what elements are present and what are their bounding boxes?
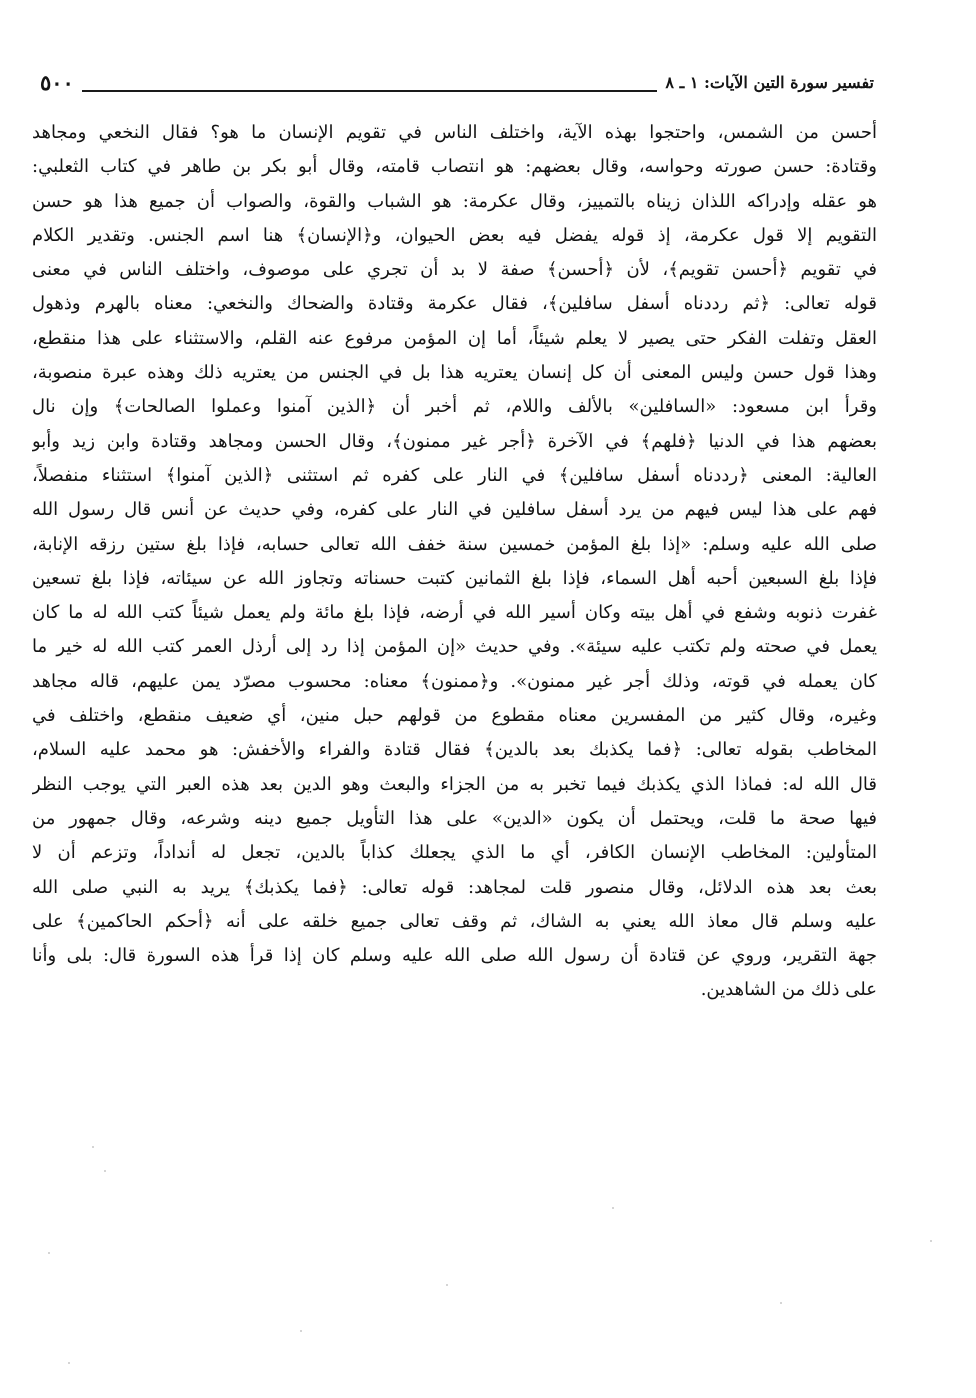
text-line: يعمل في صحته ولم تكتب عليه سيئة». وفي حديث «إن المؤمن إذا رد إلى أرذل العمر كتب الله له خير ما <box>32 636 877 658</box>
text-line: في تقويم ﴿أحسن تقويم﴾، لأن ﴿أحسن﴾ صفة لا بد أن تجري على موصوف، واختلف الناس في معنى <box>32 259 877 281</box>
text-line: صلى الله عليه وسلم: «إذا بلغ المؤمن خمسين سنة خفف الله تعالى حسابه، فإذا بلغ ستين رزقه الإنابة، <box>32 533 877 555</box>
body-text <box>32 116 877 1008</box>
scan-speck <box>68 1362 70 1364</box>
text-line: وقتادة: حسن صورته وحواسه، وقال بعضهم: هو انتصاب قامته، وقال أبو بكر بن طاهر في كتاب الثعلبي: <box>32 156 877 178</box>
text-line: فهم على هذا ليس فيهم من يرد أسفل سافلين في النار على كفره، وفي حديث عن أنس قال رسول الله <box>32 499 877 521</box>
text-line: بعضهم هذا في الدنيا ﴿فلهم﴾ في الآخرة ﴿أجر غير ممنون﴾، وقال الحسن ومجاهد وقتادة وابن زيد وأبو <box>32 430 877 452</box>
text-line: وهذا قول حسن وليس المعنى أن كل إنسان يعتريه هذا بل في الجنس من يعتريه ذلك وهذه عبرة منصوبة، <box>32 362 877 384</box>
page-number: ٥٠٠ <box>40 70 74 95</box>
text-line: أحسن من الشمس، واحتجوا بهذه الآية، واختلف الناس في تقويم الإنسان ما هو؟ فقال النخعي ومجاهد <box>32 122 877 143</box>
text-line: وقرأ ابن مسعود: «السافلين» بالألف واللام، ثم أخبر أن ﴿الذين آمنوا وعملوا الصالحات﴾ وإن نال <box>32 396 877 418</box>
text-line: العالية: المعنى ﴿رددناه أسفل سافلين﴾ في النار على كفره ثم استثنى ﴿الذين آمنوا﴾ استثناء منفصلاً، <box>32 464 877 486</box>
header-rule <box>82 90 658 92</box>
text-line: بعث بعد هذه الدلائل، وقال منصور قلت لمجاهد: قوله تعالى: ﴿فما يكذبك﴾ يريد به النبي صلى الله <box>32 876 877 898</box>
scan-speck <box>446 1284 448 1286</box>
text-line: غفرت ذنوبه وشفع في أهل بيته وكان أسير الله في أرضه، فإذا بلغ مائة ولم يعمل شيئاً كتب الله له ما كان <box>32 602 877 624</box>
scan-speck <box>300 1330 302 1332</box>
scan-speck <box>48 1252 50 1254</box>
text-line: المخاطب بقوله تعالى: ﴿فما يكذبك بعد بالدين﴾ فقال قتادة والفراء والأخفش: هو محمد عليه السلام، <box>32 739 877 761</box>
scan-speck <box>612 1207 614 1209</box>
text-line: هو عقله وإدراكه اللذان زيناه بالتمييز، وقال عكرمة: هو الشباب والقوة، والصواب أن جميع هذا هو حسن <box>32 190 877 212</box>
text-line: وغيره، وقال كثير من المفسرين معناه مقطوع من قولهم حبل منين، أي ضعيف منقطع، واختلف في <box>32 705 877 727</box>
text-line: فيها صحة ما قلت، ويحتمل أن يكون «الدين» على هذا التأويل جميع دينه وشرعه، وقال جمهور من <box>32 807 877 829</box>
text-line: عليه وسلم قال معاذ الله يعني به الشاك، ثم وقف تعالى جميع خلقه على أنه ﴿أحكم الحاكمين﴾ على <box>32 910 877 932</box>
text-line: المتأولين: المخاطب الإنسان الكافر، أي ما الذي يجعلك كذاباً بالدين، تجعل له أنداداً، وتزعم أن لا <box>32 842 877 864</box>
running-header <box>32 68 874 96</box>
scan-speck <box>780 1302 782 1304</box>
text-line: جهة التقرير، وروي عن قتادة أن رسول الله صلى الله عليه وسلم كان إذا قرأ هذه السورة قال: بلى وأنا <box>32 945 877 967</box>
text-line: كان يعمله في قوته، وذلك أجر غير ممنون». و﴿ممنون﴾ معناه: محسوب مصرّد يمن عليهم، قاله مجاهد <box>32 670 877 692</box>
text-line: قال الله له: فماذا الذي يكذبك فيما تخبر به من الجزاء والبعث وهو الدين بعد هذه العبر التي يوجب النظر <box>32 773 877 795</box>
scan-speck <box>92 1146 94 1148</box>
text-line: فإذا بلغ السبعين أحبه أهل السماء، فإذا بلغ الثمانين كتبت حسناته وتجاوز الله عن سيئاته، فإذا بلغ تسعين <box>32 567 877 589</box>
text-line: التقويم إلا قول عكرمة، إذ قوله يفضل فيه بعض الحيوان، و﴿الإنسان﴾ هنا اسم الجنس. وتقدير الكلام <box>32 224 877 246</box>
scan-speck <box>930 1240 932 1242</box>
running-header-title: تفسير سورة التين الآيات: ١ ـ ٨ <box>665 73 874 92</box>
text-line: على ذلك من الشاهدين. <box>700 979 877 1001</box>
scan-speck <box>104 1170 106 1172</box>
text-line: قوله تعالى: ﴿ثم رددناه أسفل سافلين﴾، فقال عكرمة وقتادة والضحاك والنخعي: معناه بالهرم وذهول <box>32 293 877 315</box>
text-line: العقل وتفلت الفكر حتى يصير لا يعلم شيئاً، أما إن المؤمن مرفوع عنه القلم، والاستثناء على هذا منقطع، <box>32 327 877 349</box>
